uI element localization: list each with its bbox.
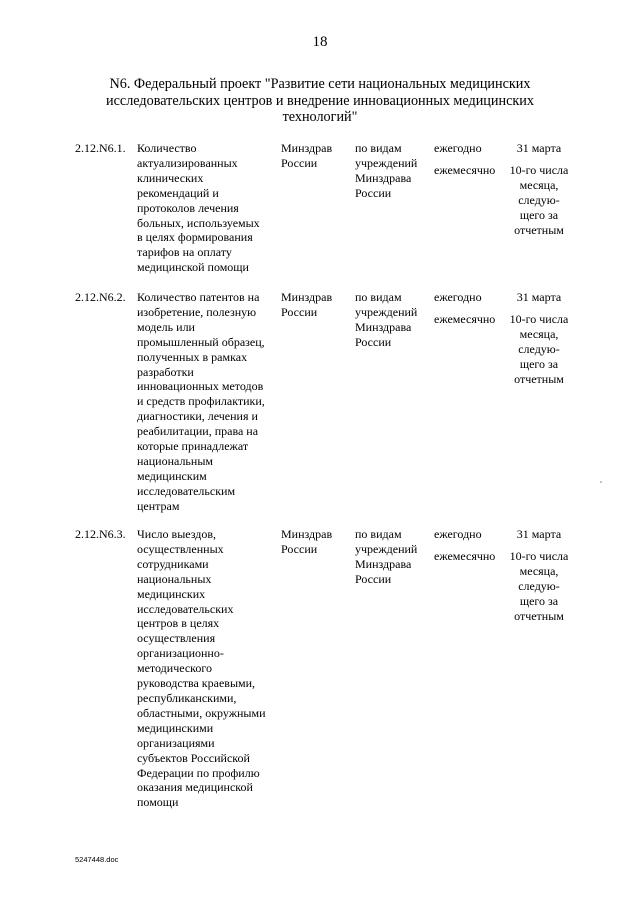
document-filename: 5247448.doc bbox=[75, 855, 119, 864]
description-line: сотрудниками bbox=[137, 556, 209, 571]
frequency-monthly: ежемесячно bbox=[434, 162, 496, 177]
description-line: изобретение, полезную bbox=[137, 304, 257, 319]
deadline-line: следую- bbox=[518, 578, 560, 593]
description-line: осуществленных bbox=[137, 541, 224, 556]
description-line: протоколов лечения bbox=[137, 200, 239, 215]
deadline-annual: 31 марта bbox=[516, 141, 562, 155]
basis-line: Минздрава bbox=[355, 556, 412, 571]
responsible-body bbox=[281, 141, 351, 171]
description-line: которые принадлежат bbox=[137, 439, 249, 454]
responsible-body bbox=[281, 290, 351, 320]
description-line: исследовательских bbox=[137, 601, 234, 616]
deadline-line: щего за bbox=[519, 593, 559, 608]
reporting-frequency bbox=[434, 527, 509, 564]
indicator-code: 2.12.N6.1. bbox=[75, 141, 126, 155]
deadline-monthly bbox=[500, 163, 578, 238]
deadline-monthly bbox=[500, 312, 578, 387]
description-line: исследовательским bbox=[137, 483, 236, 498]
deadline-line: следую- bbox=[518, 192, 560, 207]
responsible-line: России bbox=[281, 304, 318, 319]
reporting-deadline bbox=[500, 527, 578, 623]
reporting-deadline bbox=[500, 141, 578, 237]
description-line: субъектов Российской bbox=[137, 750, 250, 765]
description-line: Федерации по профилю bbox=[137, 765, 260, 780]
description-line: организационно- bbox=[137, 646, 224, 661]
description-line: центров в целях bbox=[137, 616, 220, 631]
deadline-monthly bbox=[500, 549, 578, 624]
deadline-line: месяца, bbox=[519, 326, 559, 341]
description-line: инновационных методов bbox=[137, 379, 264, 394]
description-line: осуществления bbox=[137, 631, 216, 646]
basis-line: по видам bbox=[355, 527, 402, 541]
deadline-line: отчетным bbox=[514, 371, 564, 386]
deadline-line: щего за bbox=[519, 207, 559, 222]
frequency-monthly: ежемесячно bbox=[434, 311, 496, 326]
deadline-line: месяца, bbox=[519, 177, 559, 192]
basis-line: России bbox=[355, 571, 392, 586]
section-title bbox=[70, 76, 570, 126]
deadline-line: 10-го числа bbox=[509, 162, 569, 177]
indicator-code: 2.12.N6.3. bbox=[75, 527, 126, 541]
indicator-description bbox=[137, 290, 279, 514]
description-line: медицинских bbox=[137, 586, 206, 601]
basis-line: учреждений bbox=[355, 541, 418, 556]
deadline-line: следую- bbox=[518, 341, 560, 356]
basis-line: учреждений bbox=[355, 155, 418, 170]
description-line: в целях формирования bbox=[137, 230, 253, 245]
description-line: рекомендаций и bbox=[137, 185, 219, 200]
basis-line: России bbox=[355, 334, 392, 349]
indicator-description bbox=[137, 527, 279, 810]
description-line: руководства краевыми, bbox=[137, 676, 256, 691]
reporting-frequency bbox=[434, 141, 509, 178]
reporting-basis bbox=[355, 141, 433, 201]
title-line: исследовательских центров и внедрение инновационных медицинских bbox=[106, 92, 534, 109]
description-line: Количество патентов на bbox=[137, 290, 260, 304]
description-line: и средств профилактики, bbox=[137, 394, 265, 409]
description-line: актуализированных bbox=[137, 155, 238, 170]
basis-line: Минздрава bbox=[355, 319, 412, 334]
description-line: медицинским bbox=[137, 468, 207, 483]
indicator-code: 2.12.N6.2. bbox=[75, 290, 126, 304]
basis-line: Минздрава bbox=[355, 170, 412, 185]
description-line: Число выездов, bbox=[137, 527, 217, 541]
description-line: полученных в рамках bbox=[137, 349, 248, 364]
basis-line: учреждений bbox=[355, 304, 418, 319]
reporting-deadline bbox=[500, 290, 578, 386]
description-line: тарифов на оплату bbox=[137, 245, 232, 260]
description-line: оказания медицинской bbox=[137, 780, 253, 795]
title-line: N6. Федеральный проект "Развитие сети национальных медицинских bbox=[109, 76, 531, 92]
deadline-line: щего за bbox=[519, 356, 559, 371]
description-line: Количество bbox=[137, 141, 197, 155]
indicator-description bbox=[137, 141, 279, 275]
reporting-basis bbox=[355, 527, 433, 587]
basis-line: по видам bbox=[355, 141, 402, 155]
reporting-basis bbox=[355, 290, 433, 350]
deadline-line: 10-го числа bbox=[509, 311, 569, 326]
description-line: разработки bbox=[137, 364, 194, 379]
description-line: национальных bbox=[137, 571, 212, 586]
description-line: клинических bbox=[137, 170, 204, 185]
responsible-line: Минздрав bbox=[281, 141, 333, 155]
frequency-monthly: ежемесячно bbox=[434, 548, 496, 563]
description-line: национальным bbox=[137, 453, 213, 468]
description-line: центрам bbox=[137, 498, 180, 513]
basis-line: по видам bbox=[355, 290, 402, 304]
frequency-annual: ежегодно bbox=[434, 527, 482, 541]
responsible-line: Минздрав bbox=[281, 527, 333, 541]
description-line: диагностики, лечения и bbox=[137, 409, 258, 424]
deadline-line: 10-го числа bbox=[509, 548, 569, 563]
responsible-line: Минздрав bbox=[281, 290, 333, 304]
description-line: больных, используемых bbox=[137, 215, 260, 230]
frequency-annual: ежегодно bbox=[434, 141, 482, 155]
deadline-line: месяца, bbox=[519, 563, 559, 578]
description-line: областными, окружными bbox=[137, 705, 266, 720]
description-line: организациями bbox=[137, 735, 215, 750]
deadline-annual: 31 марта bbox=[516, 527, 562, 541]
deadline-line: отчетным bbox=[514, 608, 564, 623]
deadline-line: отчетным bbox=[514, 222, 564, 237]
responsible-line: России bbox=[281, 541, 318, 556]
description-line: медицинскими bbox=[137, 720, 214, 735]
description-line: методического bbox=[137, 661, 213, 676]
reporting-frequency bbox=[434, 290, 509, 327]
scan-speck bbox=[600, 481, 602, 483]
responsible-body bbox=[281, 527, 351, 557]
description-line: помощи bbox=[137, 795, 179, 810]
basis-line: России bbox=[355, 185, 392, 200]
responsible-line: России bbox=[281, 155, 318, 170]
description-line: медицинской помощи bbox=[137, 260, 249, 275]
frequency-annual: ежегодно bbox=[434, 290, 482, 304]
description-line: реабилитации, права на bbox=[137, 424, 259, 439]
title-line: технологий" bbox=[282, 109, 358, 126]
page-number: 18 bbox=[312, 34, 328, 50]
description-line: промышленный образец, bbox=[137, 334, 265, 349]
description-line: республиканскими, bbox=[137, 690, 237, 705]
description-line: модель или bbox=[137, 319, 195, 334]
deadline-annual: 31 марта bbox=[516, 290, 562, 304]
